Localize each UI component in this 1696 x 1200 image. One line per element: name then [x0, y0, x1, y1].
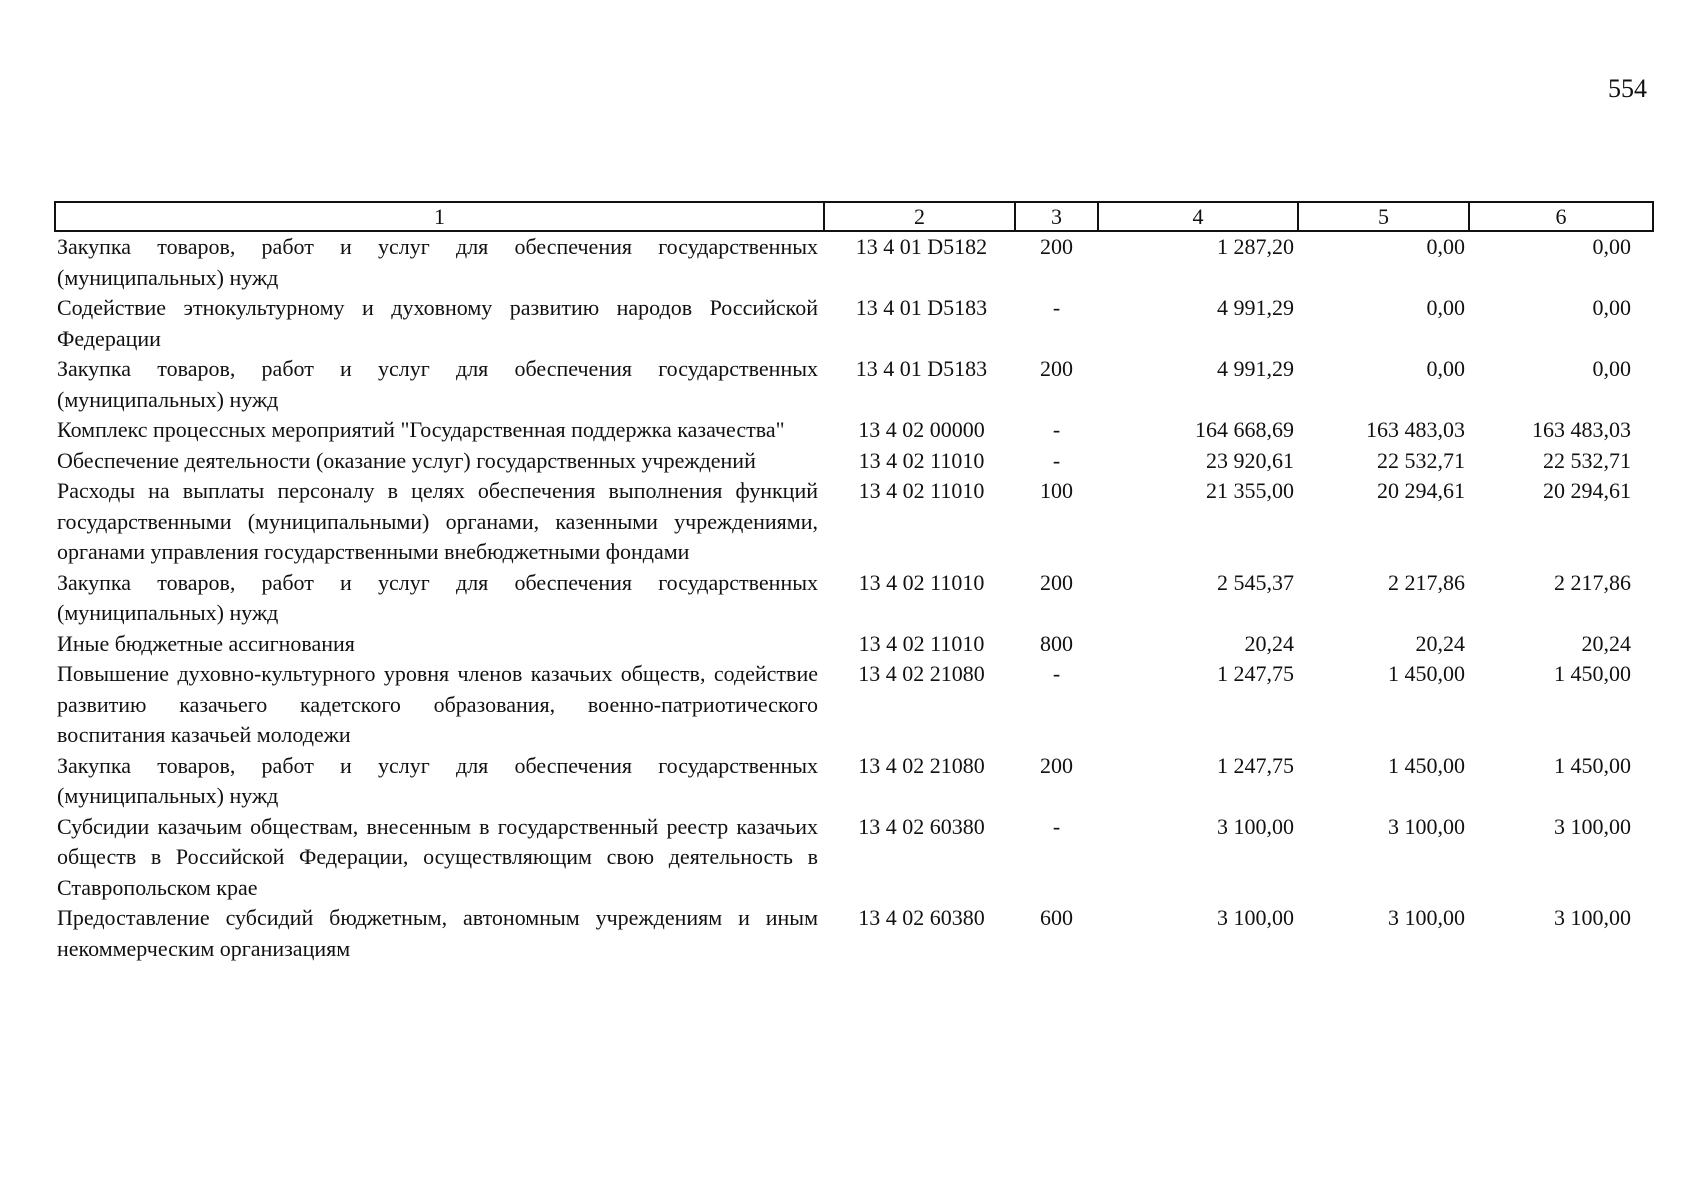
row-expense-type: 200 [1040, 752, 1073, 778]
row-name: Закупка товаров, работ и услуг для обеспечения государственных (муниципальных) нужд [57, 356, 818, 412]
row-expense-type: - [1052, 417, 1061, 442]
row-name: Расходы на выплаты персоналу в целях обеспечения выполнения функций государственными (муниципальными) органами, казенными учреждениями, органами управления государственными внебюджетными фондами [57, 478, 818, 564]
row-code: 13 4 02 60380 [858, 905, 985, 930]
table-row [55, 476, 1653, 568]
table-row [55, 446, 1653, 477]
table-row [55, 629, 1653, 660]
table-body [55, 231, 1653, 964]
row-value-col5: 0,00 [1426, 295, 1465, 320]
row-name: Обеспечение деятельности (оказание услуг) государственных учреждений [57, 447, 756, 473]
row-expense-type: - [1052, 661, 1061, 686]
row-value-col5: 20 294,61 [1377, 478, 1465, 503]
row-value-col5: 3 100,00 [1388, 905, 1465, 930]
table-row [55, 659, 1653, 751]
row-expense-type: 200 [1040, 356, 1073, 381]
row-expense-type: 100 [1040, 478, 1073, 503]
row-value-col5: 2 217,86 [1388, 569, 1465, 595]
row-name: Иные бюджетные ассигнования [57, 630, 355, 656]
table-row [55, 568, 1653, 629]
row-value-col4: 4 991,29 [1217, 356, 1294, 381]
table-row [55, 354, 1653, 415]
row-value-col4: 164 668,69 [1195, 417, 1294, 442]
row-value-col6: 0,00 [1592, 295, 1631, 320]
row-value-col5: 1 450,00 [1388, 752, 1465, 778]
table-header [55, 202, 1653, 231]
row-code: 13 4 02 11010 [858, 630, 985, 656]
row-value-col5: 0,00 [1426, 356, 1465, 381]
header-row [55, 202, 1653, 231]
row-name: Содействие этнокультурному и духовному развитию народов Российской Федерации [57, 295, 818, 351]
row-value-col4: 2 545,37 [1217, 569, 1294, 595]
row-value-col5: 163 483,03 [1366, 417, 1465, 442]
row-value-col6: 163 483,03 [1532, 417, 1631, 442]
row-code: 13 4 01 D5183 [855, 295, 988, 320]
column-header-1: 1 [55, 202, 824, 231]
row-value-col6: 3 100,00 [1554, 905, 1631, 930]
row-code: 13 4 02 21080 [858, 661, 985, 686]
row-value-col5: 3 100,00 [1388, 813, 1465, 839]
row-value-col4: 1 287,20 [1217, 234, 1294, 259]
row-name: Субсидии казачьим обществам, внесенным в государственный реестр казачьих обществ в Российской Федерации, осуществляющим свою деятельность в Ставропольском крае [57, 813, 818, 900]
row-value-col4: 1 247,75 [1217, 752, 1294, 778]
row-expense-type: - [1052, 813, 1061, 839]
row-value-col4: 3 100,00 [1217, 813, 1294, 839]
column-header-4: 4 [1098, 202, 1298, 231]
row-expense-type: - [1052, 295, 1061, 320]
row-code: 13 4 02 60380 [858, 813, 985, 839]
column-header-2: 2 [824, 202, 1015, 231]
table-row [55, 293, 1653, 354]
row-code: 13 4 02 11010 [858, 478, 985, 503]
table-row [55, 812, 1653, 904]
row-value-col6: 22 532,71 [1543, 447, 1631, 473]
row-value-col5: 22 532,71 [1377, 447, 1465, 473]
row-value-col4: 21 355,00 [1206, 478, 1294, 503]
page-number: 554 [1608, 74, 1647, 103]
row-code: 13 4 01 D5183 [855, 356, 988, 381]
row-name: Комплекс процессных мероприятий "Государственная поддержка казачества" [57, 417, 785, 442]
row-code: 13 4 02 11010 [858, 447, 985, 473]
row-code: 13 4 02 21080 [858, 752, 985, 778]
row-expense-type: - [1052, 447, 1061, 473]
column-header-3: 3 [1015, 202, 1098, 231]
row-value-col5: 0,00 [1426, 234, 1465, 259]
row-value-col6: 20,24 [1581, 630, 1631, 656]
row-value-col6: 1 450,00 [1554, 661, 1631, 686]
row-value-col4: 4 991,29 [1217, 295, 1294, 320]
row-value-col6: 1 450,00 [1554, 752, 1631, 778]
row-value-col4: 23 920,61 [1206, 447, 1294, 473]
table-row [55, 231, 1653, 293]
row-expense-type: 600 [1040, 905, 1073, 930]
row-value-col6: 2 217,86 [1554, 569, 1631, 595]
row-name: Предоставление субсидий бюджетным, автономным учреждениям и иным некоммерческим организациям [57, 905, 818, 961]
row-expense-type: 800 [1040, 630, 1073, 656]
row-name: Закупка товаров, работ и услуг для обеспечения государственных (муниципальных) нужд [57, 234, 818, 290]
row-expense-type: 200 [1040, 569, 1073, 595]
table-row [55, 751, 1653, 812]
row-value-col4: 20,24 [1244, 630, 1294, 656]
row-name: Закупка товаров, работ и услуг для обеспечения государственных (муниципальных) нужд [57, 569, 818, 625]
budget-table [54, 201, 1654, 964]
row-value-col6: 0,00 [1592, 234, 1631, 259]
column-header-6: 6 [1469, 202, 1653, 231]
row-name: Закупка товаров, работ и услуг для обеспечения государственных (муниципальных) нужд [57, 752, 818, 808]
row-value-col4: 3 100,00 [1217, 905, 1294, 930]
column-header-5: 5 [1298, 202, 1469, 231]
row-code: 13 4 01 D5182 [855, 234, 988, 259]
table-row [55, 903, 1653, 964]
row-value-col4: 1 247,75 [1217, 661, 1294, 686]
row-value-col5: 20,24 [1415, 630, 1465, 656]
row-code: 13 4 02 11010 [858, 569, 985, 595]
row-value-col6: 3 100,00 [1554, 813, 1631, 839]
row-name: Повышение духовно-культурного уровня членов казачьих обществ, содействие развитию казачьего кадетского образования, военно-патриотического воспитания казачьей молодежи [57, 661, 818, 747]
row-value-col5: 1 450,00 [1388, 661, 1465, 686]
row-expense-type: 200 [1040, 234, 1073, 259]
table-row [55, 415, 1653, 446]
row-value-col6: 20 294,61 [1543, 478, 1631, 503]
row-value-col6: 0,00 [1592, 356, 1631, 381]
row-code: 13 4 02 00000 [858, 417, 985, 442]
